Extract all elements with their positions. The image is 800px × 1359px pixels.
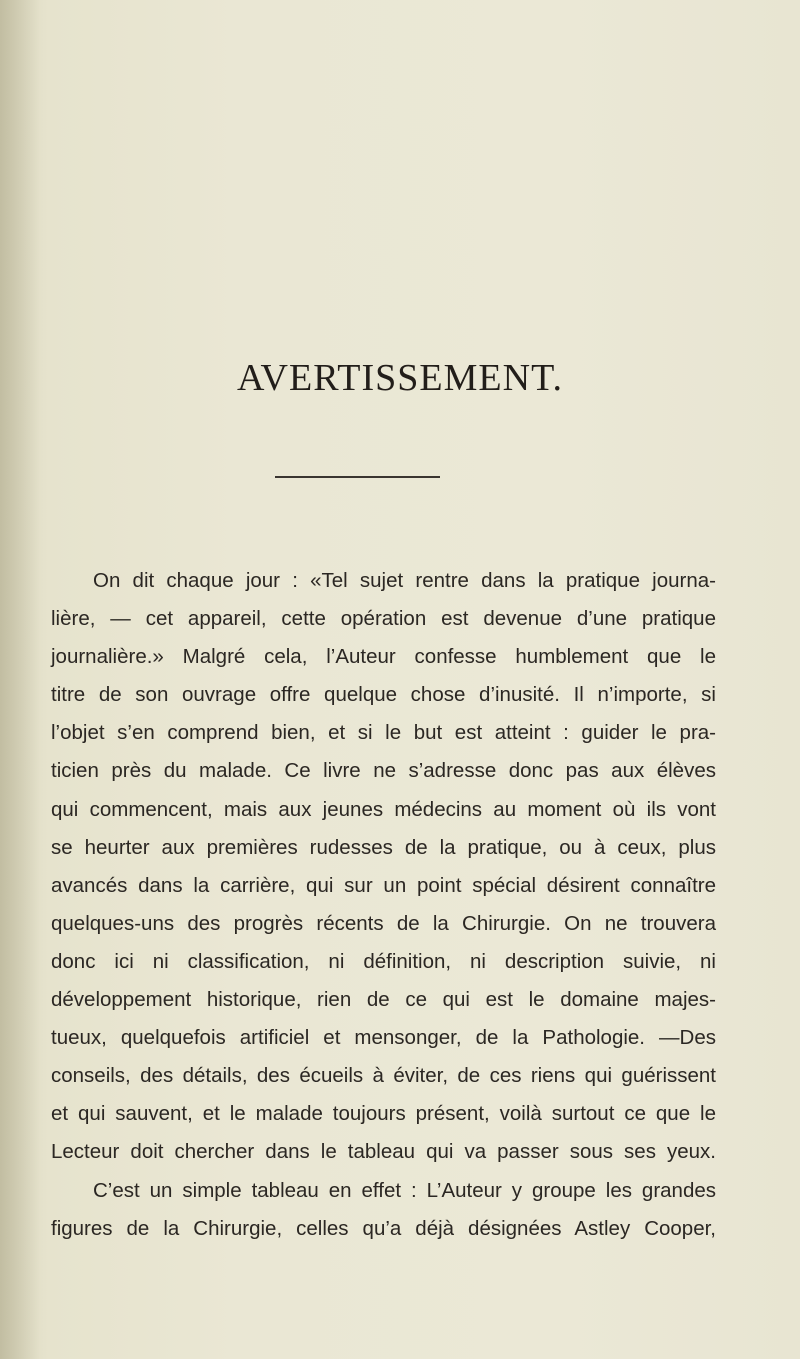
text-line: C’est un simple tableau en effet : L’Auteur y groupe les grandes xyxy=(93,1178,716,1202)
text-line: développement historique, rien de ce qui est le domaine majes- xyxy=(51,988,716,1012)
page-binding-shadow xyxy=(0,0,40,1359)
text-line: conseils, des détails, des écueils à éviter, de ces riens qui guérissent xyxy=(51,1064,716,1088)
text-line: journalière.» Malgré cela, l’Auteur confesse humblement que le xyxy=(51,645,716,669)
text-line: qui commencent, mais aux jeunes médecins au moment où ils vont xyxy=(51,797,716,821)
text-line: l’objet s’en comprend bien, et si le but est atteint : guider le pra- xyxy=(51,721,716,745)
text-line: titre de son ouvrage offre quelque chose d’inusité. Il n’importe, si xyxy=(51,683,716,707)
title-divider xyxy=(275,476,440,478)
text-line: quelques-uns des progrès récents de la Chirurgie. On ne trouvera xyxy=(51,911,716,935)
text-line: lière, — cet appareil, cette opération est devenue d’une pratique xyxy=(51,607,716,631)
text-line: avancés dans la carrière, qui sur un point spécial désirent connaître xyxy=(51,873,716,897)
text-line: ticien près du malade. Ce livre ne s’adresse donc pas aux élèves xyxy=(51,759,716,783)
body-paragraph xyxy=(51,562,716,1248)
page-title: AVERTISSEMENT. xyxy=(237,357,563,399)
text-line: tueux, quelquefois artificiel et mensonger, de la Pathologie. —Des xyxy=(51,1026,716,1050)
text-line: et qui sauvent, et le malade toujours présent, voilà surtout ce que le xyxy=(51,1102,716,1126)
text-line: donc ici ni classification, ni définition, ni description suivie, ni xyxy=(51,949,716,973)
text-line: se heurter aux premières rudesses de la pratique, ou à ceux, plus xyxy=(51,835,716,859)
text-line: figures de la Chirurgie, celles qu’a déjà désignées Astley Cooper, xyxy=(51,1216,716,1240)
text-line: On dit chaque jour : «Tel sujet rentre dans la pratique journa- xyxy=(93,569,716,592)
text-line: Lecteur doit chercher dans le tableau qui va passer sous ses yeux. xyxy=(51,1140,716,1164)
